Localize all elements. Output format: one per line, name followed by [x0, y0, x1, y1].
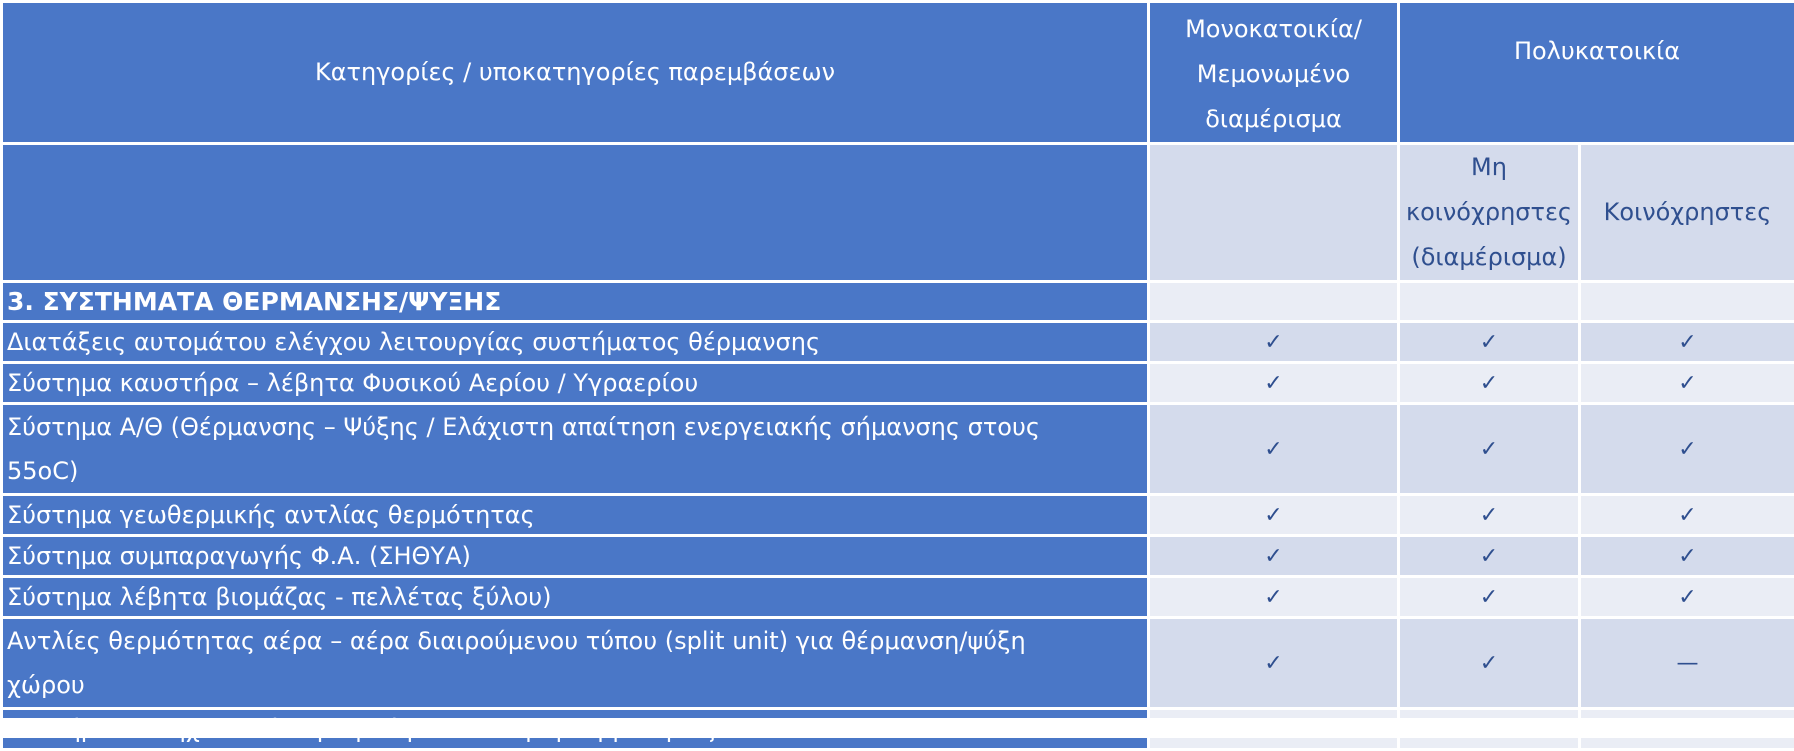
section-blank	[1149, 282, 1399, 322]
header-single	[1149, 2, 1399, 144]
check-icon: ✓	[1149, 404, 1399, 495]
section-blank	[1580, 282, 1794, 322]
check-icon: ✓	[1149, 536, 1399, 577]
check-icon: ✓	[1399, 404, 1580, 495]
check-icon: ✓	[1149, 495, 1399, 536]
check-icon: ✓	[1149, 322, 1399, 363]
header-multi: Πολυκατοικία	[1399, 2, 1794, 144]
check-icon: ✓	[1580, 577, 1794, 618]
row-label: Αντλίες θερμότητας αέρα – αέρα διαιρούμενου τύπου (split unit) για θέρμανση/ψύξη χώρου	[2, 618, 1149, 709]
row-label: Διατάξεις αυτομάτου ελέγχου λειτουργίας συστήματος θέρμανσης	[2, 322, 1149, 363]
check-icon: ✓	[1399, 618, 1580, 709]
table-row	[2, 322, 1794, 363]
row-label: Σύστημα Α/Θ (Θέρμανσης – Ψύξης / Ελάχιστη απαίτηση ενεργειακής σήμανσης στους 55οC)	[2, 404, 1149, 495]
check-icon: ✓	[1149, 618, 1399, 709]
table-row	[2, 363, 1794, 404]
check-icon: ✓	[1149, 577, 1399, 618]
check-icon: ✓	[1580, 404, 1794, 495]
table-row	[2, 495, 1794, 536]
header-sub-empty	[1149, 144, 1399, 282]
check-icon: ✓	[1399, 363, 1580, 404]
table-row	[2, 404, 1794, 495]
check-icon: ✓	[1580, 495, 1794, 536]
check-icon: ✓	[1149, 363, 1399, 404]
check-icon: ✓	[1580, 363, 1794, 404]
section-title: 3. ΣΥΣΤΗΜΑΤΑ ΘΕΡΜΑΝΣΗΣ/ΨΥΞΗΣ	[2, 282, 1149, 322]
table-row	[2, 618, 1794, 709]
header-categories: Κατηγορίες / υποκατηγορίες παρεμβάσεων	[2, 2, 1149, 144]
header-multi-common: Κοινόχρηστες	[1580, 144, 1794, 282]
dash-icon: —	[1580, 618, 1794, 709]
check-icon: ✓	[1399, 577, 1580, 618]
bottom-margin	[0, 718, 1794, 738]
row-label: Σύστημα συμπαραγωγής Φ.Α. (ΣΗΘΥΑ)	[2, 536, 1149, 577]
table-row	[2, 577, 1794, 618]
row-label: Σύστημα καυστήρα – λέβητα Φυσικού Αερίου / Υγραερίου	[2, 363, 1149, 404]
table-row	[2, 536, 1794, 577]
section-blank	[1399, 282, 1580, 322]
check-icon: ✓	[1580, 536, 1794, 577]
header-single-label: Μονοκατοικία/ Μεμονωμένο διαμέρισμα	[1185, 15, 1362, 133]
check-icon: ✓	[1399, 536, 1580, 577]
row-label: Σύστημα λέβητα βιομάζας - πελλέτας ξύλου)	[2, 577, 1149, 618]
row-label: Σύστημα γεωθερμικής αντλίας θερμότητας	[2, 495, 1149, 536]
check-icon: ✓	[1399, 495, 1580, 536]
check-icon: ✓	[1399, 322, 1580, 363]
check-icon: ✓	[1580, 322, 1794, 363]
header-empty	[2, 144, 1149, 282]
header-multi-private: Μη κοινόχρηστες (διαμέρισμα)	[1399, 144, 1580, 282]
